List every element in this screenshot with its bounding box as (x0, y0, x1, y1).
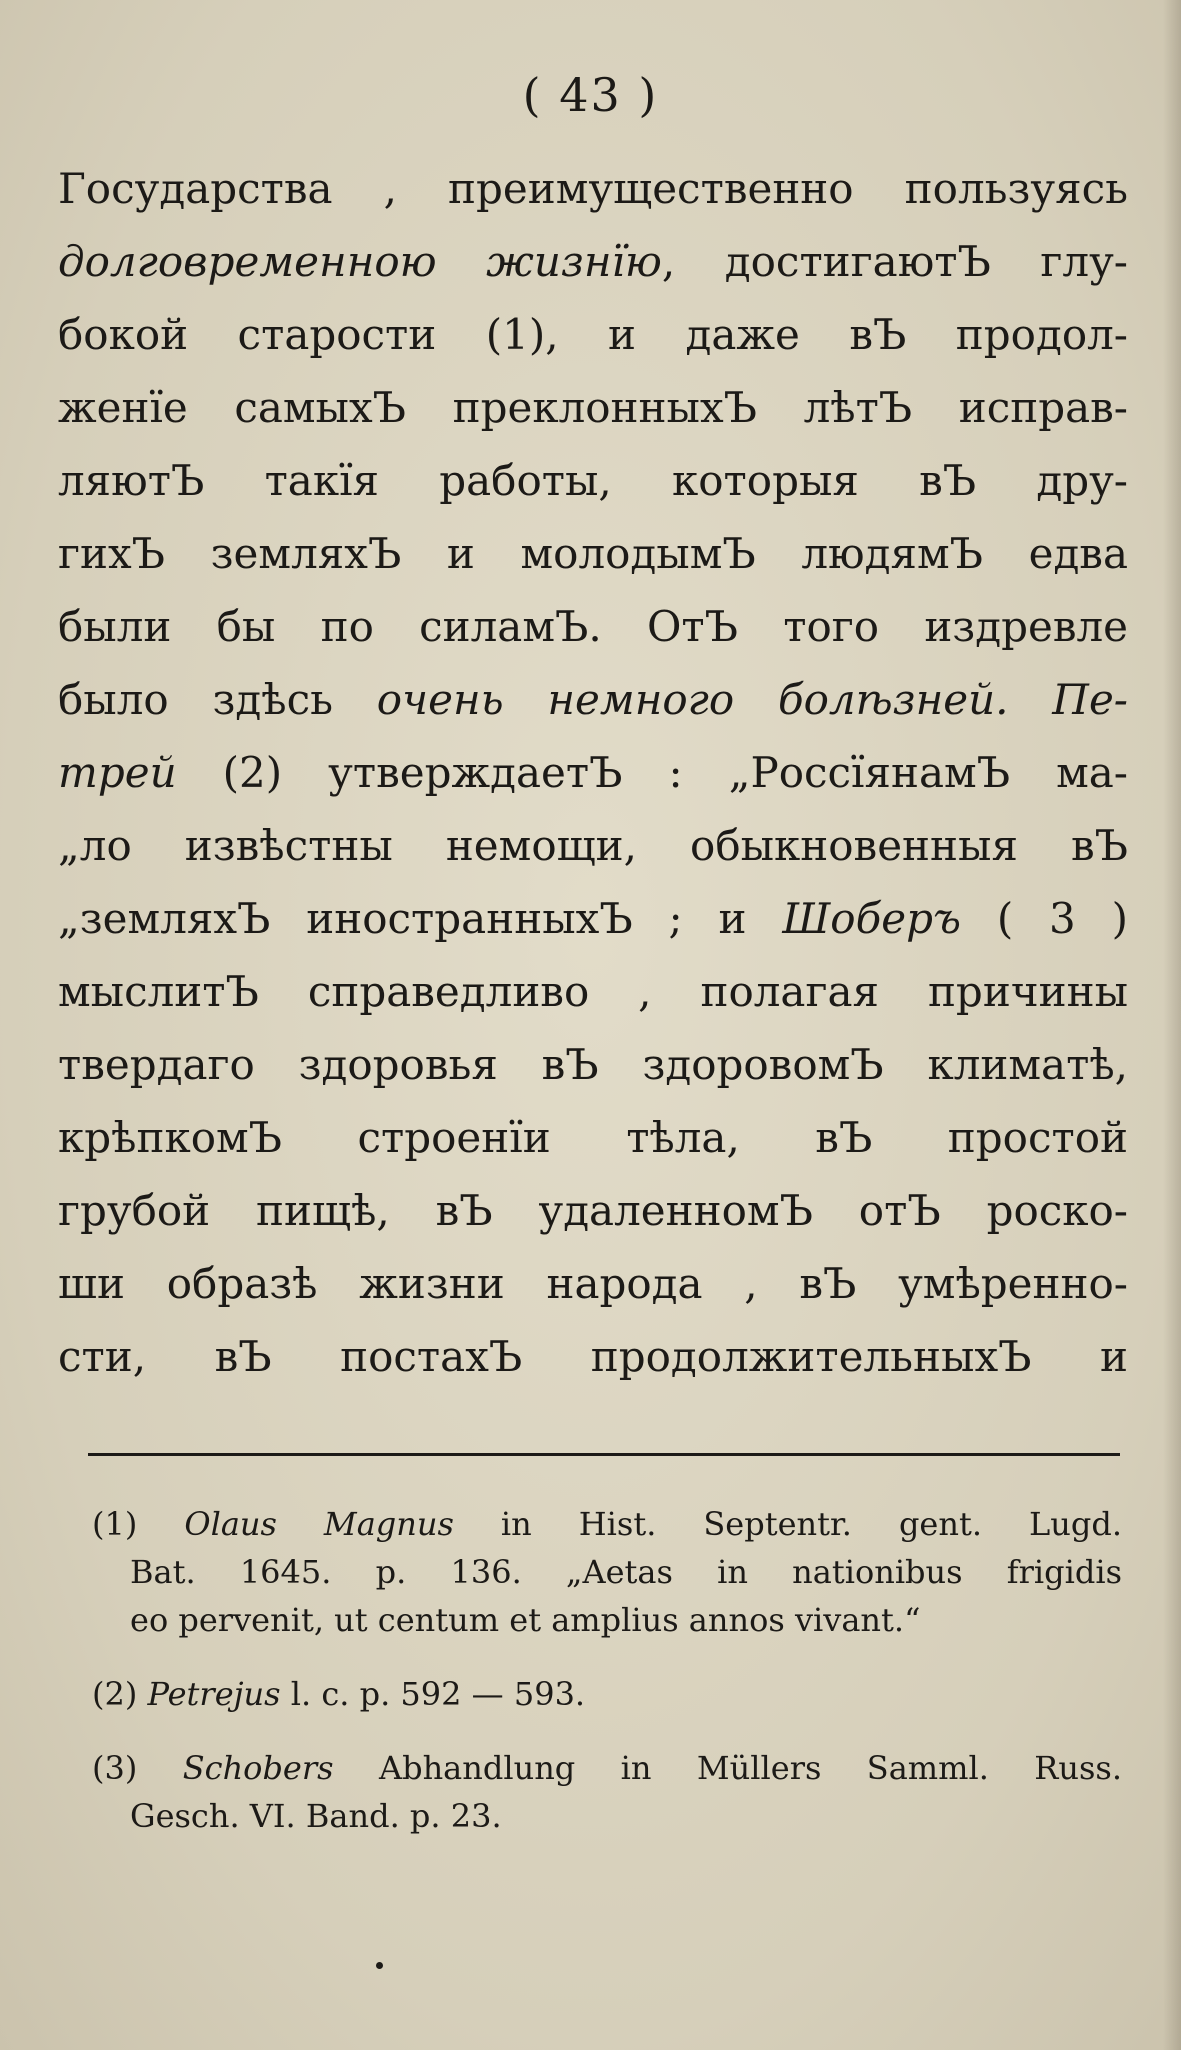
body-text (58, 152, 1128, 1393)
text-run: Государства , преимущественно пользуясь (58, 164, 1128, 213)
text-run: (3) (92, 1749, 183, 1787)
footnote-line (92, 1792, 1122, 1840)
text-line (58, 298, 1128, 371)
italic-text: очень немного болѣзней. Пе- (376, 675, 1128, 724)
text-run: гихЪ земляхЪ и молодымЪ людямЪ едва (58, 529, 1128, 578)
text-run: (2) утверждаетЪ : „РоссїянамЪ ма- (176, 748, 1128, 797)
ink-speck (376, 1962, 383, 1969)
footnote-line (92, 1744, 1122, 1792)
text-run: Bat. 1645. p. 136. „Aetas in nationibus frigidis (130, 1553, 1122, 1591)
text-line (58, 371, 1128, 444)
text-line (58, 882, 1128, 955)
footnote-line (92, 1596, 1122, 1644)
text-run: eo pervenit, ut centum et amplius annos vivant.“ (130, 1601, 921, 1639)
italic-text: Olaus Magnus (184, 1505, 454, 1543)
text-run: (1) (92, 1505, 185, 1543)
text-run: ( 3 ) (960, 894, 1129, 943)
footnotes (92, 1500, 1122, 1840)
footnote-gap (92, 1718, 1122, 1744)
page-edge-shadow (1163, 0, 1181, 2050)
italic-text: Petrejus (147, 1675, 281, 1713)
footnote-gap (92, 1644, 1122, 1670)
text-run: Gesch. VI. Band. p. 23. (130, 1797, 502, 1835)
text-line (58, 1101, 1128, 1174)
italic-text: Schobers (182, 1749, 334, 1787)
text-run: „земляхЪ иностранныхЪ ; и (58, 894, 783, 943)
page-number: ( 43 ) (522, 68, 659, 122)
text-run: , достигаютЪ глу- (661, 237, 1128, 286)
text-run: было здѣсь (58, 675, 377, 724)
text-line (58, 1174, 1128, 1247)
text-run: женїе самыхЪ преклонныхЪ лѣтЪ исправ- (58, 383, 1128, 432)
text-line (58, 955, 1128, 1028)
italic-text: трей (58, 748, 177, 797)
text-run: твердаго здоровья вЪ здоровомЪ климатѣ, (58, 1040, 1128, 1089)
text-line (58, 225, 1128, 298)
italic-text: долговременною жизнїю (58, 237, 662, 286)
text-line (58, 517, 1128, 590)
text-line (58, 590, 1128, 663)
text-line (58, 663, 1128, 736)
footnote-line (92, 1500, 1122, 1548)
text-run: Abhandlung in Müllers Samml. Russ. (333, 1749, 1122, 1787)
text-run: in Hist. Septentr. gent. Lugd. (453, 1505, 1123, 1543)
text-line (58, 1247, 1128, 1320)
text-line (58, 809, 1128, 882)
text-run: грубой пищѣ, вЪ удаленномЪ отЪ роско- (58, 1186, 1128, 1235)
text-run: „ло извѣстны немощи, обыкновенныя вЪ (58, 821, 1128, 870)
text-run: сти, вЪ постахЪ продолжительныхЪ и (58, 1332, 1128, 1381)
text-run: были бы по силамЪ. ОтЪ того издревле (58, 602, 1128, 651)
text-line (58, 736, 1128, 809)
italic-text: Шоберъ (782, 894, 961, 943)
text-line (58, 1028, 1128, 1101)
footnote-line (92, 1670, 1122, 1718)
text-line (58, 1320, 1128, 1393)
text-run: l. c. p. 592 — 593. (280, 1675, 586, 1713)
footnote-separator-rule (88, 1453, 1120, 1456)
text-run: ляютЪ такїя работы, которыя вЪ дру- (58, 456, 1128, 505)
text-run: ши образѣ жизни народа , вЪ умѣренно- (58, 1259, 1128, 1308)
text-run: крѣпкомЪ строенїи тѣла, вЪ простой (58, 1113, 1128, 1162)
text-run: мыслитЪ справедливо , полагая причины (58, 967, 1128, 1016)
text-run: (2) (92, 1675, 148, 1713)
footnote-line (92, 1548, 1122, 1596)
text-run: бокой старости (1), и даже вЪ продол- (58, 310, 1128, 359)
text-line (58, 444, 1128, 517)
text-line (58, 152, 1128, 225)
